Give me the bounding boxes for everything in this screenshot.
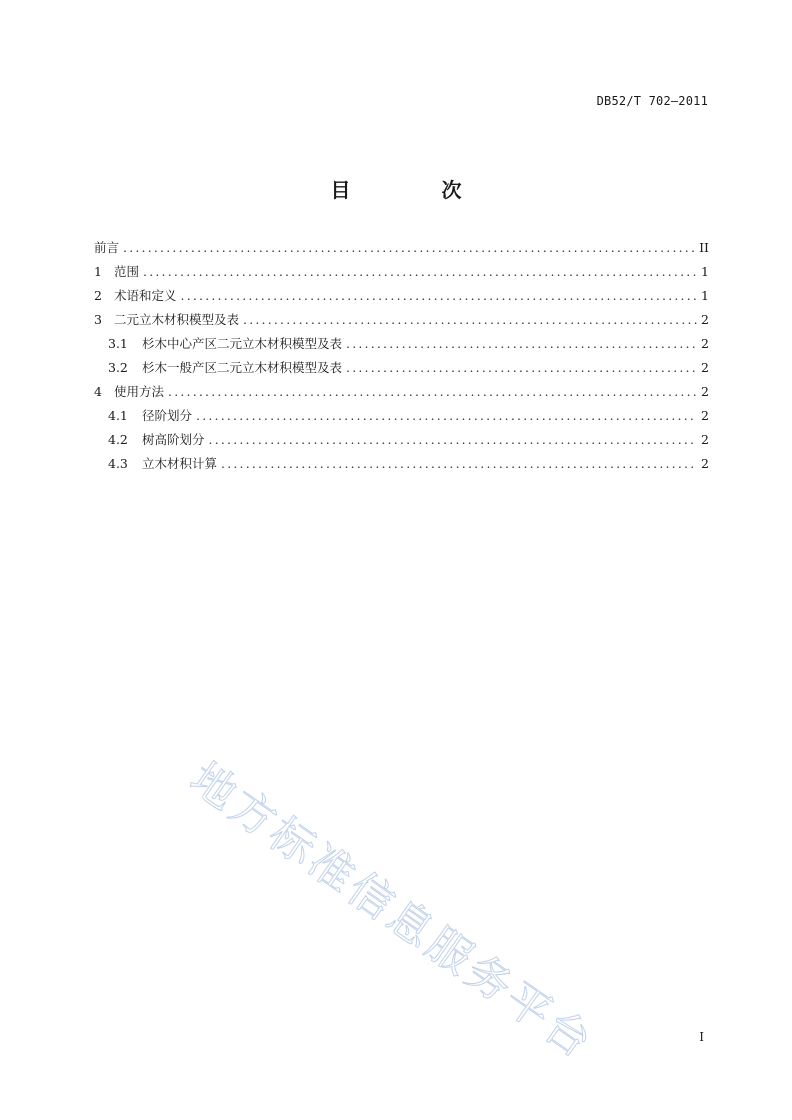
toc-label: 范围 — [114, 264, 140, 279]
toc-leader-dots — [181, 288, 697, 303]
toc-entry-4[interactable] — [94, 382, 709, 406]
document-code: DB52/T 702—2011 — [596, 94, 708, 108]
toc-entry-3-1[interactable] — [94, 334, 709, 358]
watermark: 地方标准信息服务平台 — [180, 752, 604, 1070]
toc-page-number: 2 — [701, 360, 709, 375]
toc-leader-dots — [221, 456, 697, 471]
toc-page-number: 2 — [701, 408, 709, 423]
toc-page-number: 2 — [701, 456, 709, 471]
toc-label: 杉木一般产区二元立木材积模型及表 — [142, 360, 343, 375]
toc-entry-3[interactable] — [94, 310, 709, 334]
toc-page-number: 1 — [701, 264, 709, 279]
toc-entry-1[interactable] — [94, 262, 709, 286]
toc-entry-2[interactable] — [94, 286, 709, 310]
toc-number: 3.2 — [108, 360, 128, 375]
page-title: 目 次 — [330, 178, 504, 202]
toc-entry-3-2[interactable] — [94, 358, 709, 382]
toc-page-number: II — [699, 240, 709, 255]
toc-label: 杉木中心产区二元立木材积模型及表 — [142, 336, 343, 351]
toc-number: 4.2 — [108, 432, 128, 447]
toc-label: 二元立木材积模型及表 — [114, 312, 240, 327]
toc-leader-dots — [346, 336, 697, 351]
toc-page-number: 2 — [701, 432, 709, 447]
page-number: I — [699, 1030, 704, 1044]
toc-leader-dots — [243, 312, 697, 327]
toc-leader-dots — [168, 384, 697, 399]
toc-number: 3 — [94, 312, 102, 327]
toc-number: 4.1 — [108, 408, 128, 423]
toc-label: 使用方法 — [114, 384, 165, 399]
toc-leader-dots — [209, 432, 697, 447]
toc-label: 径阶划分 — [142, 408, 193, 423]
toc-number: 3.1 — [108, 336, 128, 351]
toc-leader-dots — [196, 408, 697, 423]
toc-page-number: 2 — [701, 336, 709, 351]
table-of-contents — [94, 238, 709, 478]
toc-entry-foreword[interactable] — [94, 238, 709, 262]
toc-page-number: 2 — [701, 384, 709, 399]
toc-label: 前言 — [94, 240, 120, 255]
toc-entry-4-2[interactable] — [94, 430, 709, 454]
toc-entry-4-3[interactable] — [94, 454, 709, 478]
toc-number: 2 — [94, 288, 102, 303]
toc-leader-dots — [123, 240, 695, 255]
toc-page-number: 2 — [701, 312, 709, 327]
toc-label: 术语和定义 — [114, 288, 177, 303]
toc-number: 1 — [94, 264, 102, 279]
toc-number: 4 — [94, 384, 102, 399]
toc-entry-4-1[interactable] — [94, 406, 709, 430]
toc-number: 4.3 — [108, 456, 128, 471]
toc-leader-dots — [143, 264, 697, 279]
toc-leader-dots — [346, 360, 697, 375]
toc-label: 立木材积计算 — [142, 456, 218, 471]
toc-label: 树高阶划分 — [142, 432, 205, 447]
toc-page-number: 1 — [701, 288, 709, 303]
